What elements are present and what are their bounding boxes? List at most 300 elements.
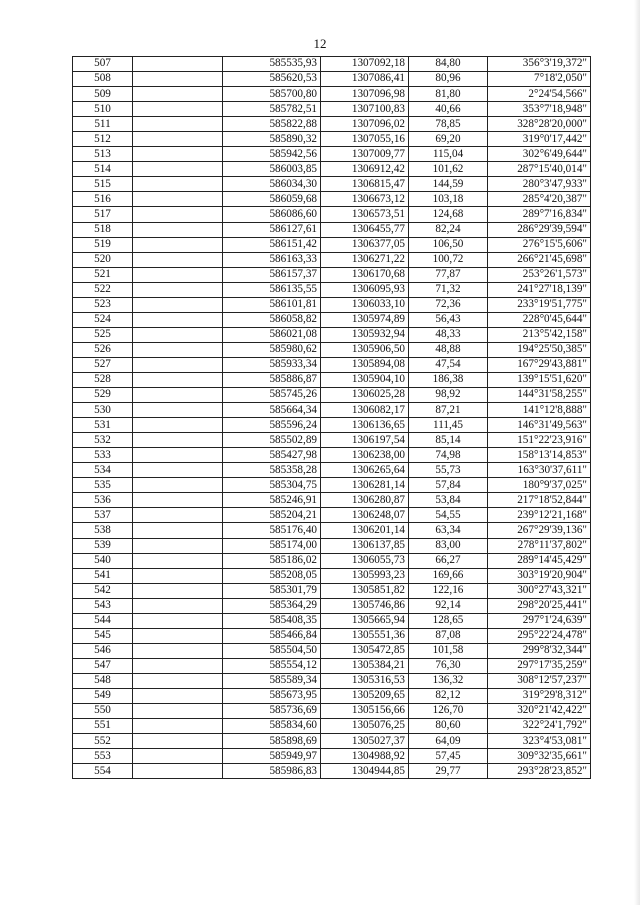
bearing-cell: 297°1'24,639" [488,613,591,628]
table-row [73,613,591,628]
x-coordinate-cell: 586058,82 [223,312,321,327]
y-coordinate-cell: 1305076,25 [321,719,409,734]
x-coordinate-cell: 585504,50 [223,643,321,658]
blank-cell [133,538,223,553]
y-coordinate-cell: 1305746,86 [321,598,409,613]
bearing-cell: 213°5'42,158" [488,327,591,342]
y-coordinate-cell: 1305993,23 [321,568,409,583]
x-coordinate-cell: 585176,40 [223,523,321,538]
y-coordinate-cell: 1305384,21 [321,658,409,673]
x-coordinate-cell: 585554,12 [223,658,321,673]
point-number-cell: 526 [73,342,133,357]
point-number-cell: 539 [73,538,133,553]
blank-cell [133,372,223,387]
blank-cell [133,658,223,673]
blank-cell [133,147,223,162]
bearing-cell: 302°6'49,644" [488,147,591,162]
table-row [73,327,591,342]
distance-cell: 78,85 [409,117,488,132]
table-row [73,102,591,117]
point-number-cell: 537 [73,508,133,523]
blank-cell [133,418,223,433]
bearing-cell: 167°29'43,881" [488,357,591,372]
distance-cell: 98,92 [409,388,488,403]
x-coordinate-cell: 585427,98 [223,448,321,463]
y-coordinate-cell: 1307086,41 [321,72,409,87]
coordinates-table-body [73,57,591,779]
bearing-cell: 276°15'5,606" [488,237,591,252]
table-row [73,764,591,779]
point-number-cell: 524 [73,312,133,327]
x-coordinate-cell: 585673,95 [223,688,321,703]
blank-cell [133,102,223,117]
distance-cell: 87,08 [409,628,488,643]
blank-cell [133,72,223,87]
y-coordinate-cell: 1306912,42 [321,162,409,177]
table-row [73,162,591,177]
bearing-cell: 163°30'37,611" [488,463,591,478]
blank-cell [133,282,223,297]
x-coordinate-cell: 585364,29 [223,598,321,613]
point-number-cell: 522 [73,282,133,297]
table-row [73,87,591,102]
table-row [73,493,591,508]
bearing-cell: 285°4'20,387" [488,192,591,207]
blank-cell [133,342,223,357]
bearing-cell: 194°25'50,385" [488,342,591,357]
y-coordinate-cell: 1306673,12 [321,192,409,207]
y-coordinate-cell: 1306137,85 [321,538,409,553]
x-coordinate-cell: 585408,35 [223,613,321,628]
bearing-cell: 280°3'47,933" [488,177,591,192]
blank-cell [133,433,223,448]
point-number-cell: 529 [73,388,133,403]
table-row [73,252,591,267]
table-row [73,267,591,282]
y-coordinate-cell: 1305932,94 [321,327,409,342]
table-row [73,312,591,327]
y-coordinate-cell: 1306201,14 [321,523,409,538]
point-number-cell: 540 [73,553,133,568]
point-number-cell: 541 [73,568,133,583]
y-coordinate-cell: 1305472,85 [321,643,409,658]
blank-cell [133,598,223,613]
bearing-cell: 328°28'20,000" [488,117,591,132]
distance-cell: 54,55 [409,508,488,523]
table-row [73,658,591,673]
bearing-cell: 144°31'58,255" [488,388,591,403]
x-coordinate-cell: 586059,68 [223,192,321,207]
x-coordinate-cell: 585204,21 [223,508,321,523]
bearing-cell: 267°29'39,136" [488,523,591,538]
x-coordinate-cell: 585890,32 [223,132,321,147]
point-number-cell: 514 [73,162,133,177]
x-coordinate-cell: 585822,88 [223,117,321,132]
table-row [73,448,591,463]
distance-cell: 136,32 [409,673,488,688]
table-row [73,117,591,132]
distance-cell: 122,16 [409,583,488,598]
coordinates-table [72,56,591,779]
y-coordinate-cell: 1305551,36 [321,628,409,643]
point-number-cell: 551 [73,719,133,734]
x-coordinate-cell: 585358,28 [223,463,321,478]
point-number-cell: 513 [73,147,133,162]
bearing-cell: 299°8'32,344" [488,643,591,658]
y-coordinate-cell: 1307096,98 [321,87,409,102]
table-row [73,222,591,237]
point-number-cell: 517 [73,207,133,222]
distance-cell: 84,80 [409,57,488,72]
blank-cell [133,448,223,463]
point-number-cell: 533 [73,448,133,463]
point-number-cell: 534 [73,463,133,478]
distance-cell: 115,04 [409,147,488,162]
table-row [73,237,591,252]
table-row [73,568,591,583]
bearing-cell: 297°17'35,259" [488,658,591,673]
x-coordinate-cell: 585620,53 [223,72,321,87]
y-coordinate-cell: 1305316,53 [321,673,409,688]
distance-cell: 57,45 [409,749,488,764]
bearing-cell: 7°18'2,050" [488,72,591,87]
blank-cell [133,704,223,719]
table-row [73,207,591,222]
point-number-cell: 546 [73,643,133,658]
table-row [73,147,591,162]
blank-cell [133,719,223,734]
distance-cell: 71,32 [409,282,488,297]
x-coordinate-cell: 585502,89 [223,433,321,448]
table-row [73,388,591,403]
distance-cell: 128,65 [409,613,488,628]
y-coordinate-cell: 1305665,94 [321,613,409,628]
table-row [73,719,591,734]
point-number-cell: 527 [73,357,133,372]
y-coordinate-cell: 1305209,65 [321,688,409,703]
point-number-cell: 538 [73,523,133,538]
bearing-cell: 295°22'24,478" [488,628,591,643]
blank-cell [133,87,223,102]
table-row [73,643,591,658]
distance-cell: 72,36 [409,297,488,312]
point-number-cell: 519 [73,237,133,252]
table-row [73,538,591,553]
point-number-cell: 521 [73,267,133,282]
bearing-cell: 266°21'45,698" [488,252,591,267]
point-number-cell: 549 [73,688,133,703]
y-coordinate-cell: 1304988,92 [321,749,409,764]
y-coordinate-cell: 1306281,14 [321,478,409,493]
table-row [73,704,591,719]
y-coordinate-cell: 1306170,68 [321,267,409,282]
x-coordinate-cell: 585933,34 [223,357,321,372]
point-number-cell: 516 [73,192,133,207]
y-coordinate-cell: 1306265,64 [321,463,409,478]
y-coordinate-cell: 1305851,82 [321,583,409,598]
blank-cell [133,643,223,658]
x-coordinate-cell: 585596,24 [223,418,321,433]
table-row [73,734,591,749]
y-coordinate-cell: 1307092,18 [321,57,409,72]
table-row [73,418,591,433]
point-number-cell: 536 [73,493,133,508]
x-coordinate-cell: 585986,83 [223,764,321,779]
x-coordinate-cell: 585980,62 [223,342,321,357]
x-coordinate-cell: 585834,60 [223,719,321,734]
distance-cell: 47,54 [409,357,488,372]
y-coordinate-cell: 1306815,47 [321,177,409,192]
bearing-cell: 253°26'1,573" [488,267,591,282]
x-coordinate-cell: 585304,75 [223,478,321,493]
blank-cell [133,192,223,207]
y-coordinate-cell: 1306055,73 [321,553,409,568]
bearing-cell: 322°24'1,792" [488,719,591,734]
point-number-cell: 542 [73,583,133,598]
x-coordinate-cell: 585898,69 [223,734,321,749]
bearing-cell: 289°14'45,429" [488,553,591,568]
point-number-cell: 531 [73,418,133,433]
x-coordinate-cell: 586135,55 [223,282,321,297]
distance-cell: 87,21 [409,403,488,418]
blank-cell [133,749,223,764]
y-coordinate-cell: 1306095,93 [321,282,409,297]
x-coordinate-cell: 585466,84 [223,628,321,643]
y-coordinate-cell: 1306377,05 [321,237,409,252]
distance-cell: 77,87 [409,267,488,282]
blank-cell [133,688,223,703]
bearing-cell: 353°7'18,948" [488,102,591,117]
point-number-cell: 553 [73,749,133,764]
distance-cell: 66,27 [409,553,488,568]
distance-cell: 76,30 [409,658,488,673]
y-coordinate-cell: 1306238,00 [321,448,409,463]
blank-cell [133,553,223,568]
bearing-cell: 289°7'16,834" [488,207,591,222]
bearing-cell: 319°29'8,312" [488,688,591,703]
y-coordinate-cell: 1305894,08 [321,357,409,372]
y-coordinate-cell: 1307096,02 [321,117,409,132]
y-coordinate-cell: 1306271,22 [321,252,409,267]
blank-cell [133,162,223,177]
table-row [73,72,591,87]
y-coordinate-cell: 1307055,16 [321,132,409,147]
bearing-cell: 180°9'37,025" [488,478,591,493]
bearing-cell: 233°19'51,775" [488,297,591,312]
blank-cell [133,478,223,493]
blank-cell [133,613,223,628]
y-coordinate-cell: 1304944,85 [321,764,409,779]
bearing-cell: 278°11'37,802" [488,538,591,553]
blank-cell [133,508,223,523]
distance-cell: 82,24 [409,222,488,237]
y-coordinate-cell: 1306197,54 [321,433,409,448]
x-coordinate-cell: 585589,34 [223,673,321,688]
distance-cell: 101,62 [409,162,488,177]
distance-cell: 92,14 [409,598,488,613]
distance-cell: 29,77 [409,764,488,779]
distance-cell: 63,34 [409,523,488,538]
point-number-cell: 508 [73,72,133,87]
y-coordinate-cell: 1305156,66 [321,704,409,719]
point-number-cell: 518 [73,222,133,237]
bearing-cell: 158°13'14,853" [488,448,591,463]
bearing-cell: 300°27'43,321" [488,583,591,598]
table-row [73,688,591,703]
x-coordinate-cell: 585535,93 [223,57,321,72]
blank-cell [133,523,223,538]
table-row [73,177,591,192]
distance-cell: 106,50 [409,237,488,252]
blank-cell [133,297,223,312]
bearing-cell: 141°12'8,888" [488,403,591,418]
distance-cell: 80,96 [409,72,488,87]
point-number-cell: 509 [73,87,133,102]
blank-cell [133,568,223,583]
y-coordinate-cell: 1305974,89 [321,312,409,327]
distance-cell: 101,58 [409,643,488,658]
distance-cell: 111,45 [409,418,488,433]
distance-cell: 40,66 [409,102,488,117]
x-coordinate-cell: 586021,08 [223,327,321,342]
scan-edge-shadow [634,0,640,905]
page-number: 12 [313,36,327,51]
x-coordinate-cell: 585301,79 [223,583,321,598]
y-coordinate-cell: 1306033,10 [321,297,409,312]
point-number-cell: 528 [73,372,133,387]
distance-cell: 124,68 [409,207,488,222]
point-number-cell: 544 [73,613,133,628]
blank-cell [133,764,223,779]
bearing-cell: 309°32'35,661" [488,749,591,764]
table-row [73,749,591,764]
bearing-cell: 303°19'20,904" [488,568,591,583]
x-coordinate-cell: 586101,81 [223,297,321,312]
x-coordinate-cell: 586163,33 [223,252,321,267]
blank-cell [133,57,223,72]
y-coordinate-cell: 1306025,28 [321,388,409,403]
table-row [73,342,591,357]
table-row [73,403,591,418]
table-row [73,357,591,372]
blank-cell [133,132,223,147]
x-coordinate-cell: 585949,97 [223,749,321,764]
point-number-cell: 554 [73,764,133,779]
distance-cell: 186,38 [409,372,488,387]
blank-cell [133,583,223,598]
bearing-cell: 2°24'54,566" [488,87,591,102]
x-coordinate-cell: 586157,37 [223,267,321,282]
bearing-cell: 286°29'39,594" [488,222,591,237]
x-coordinate-cell: 586127,61 [223,222,321,237]
point-number-cell: 512 [73,132,133,147]
point-number-cell: 545 [73,628,133,643]
point-number-cell: 535 [73,478,133,493]
blank-cell [133,403,223,418]
x-coordinate-cell: 586086,60 [223,207,321,222]
blank-cell [133,463,223,478]
point-number-cell: 547 [73,658,133,673]
blank-cell [133,357,223,372]
x-coordinate-cell: 585174,00 [223,538,321,553]
blank-cell [133,117,223,132]
x-coordinate-cell: 586034,30 [223,177,321,192]
distance-cell: 83,00 [409,538,488,553]
bearing-cell: 308°12'57,237" [488,673,591,688]
blank-cell [133,267,223,282]
bearing-cell: 293°28'23,852" [488,764,591,779]
table-row [73,478,591,493]
bearing-cell: 298°20'25,441" [488,598,591,613]
point-number-cell: 532 [73,433,133,448]
distance-cell: 69,20 [409,132,488,147]
point-number-cell: 550 [73,704,133,719]
x-coordinate-cell: 585942,56 [223,147,321,162]
bearing-cell: 356°3'19,372" [488,57,591,72]
bearing-cell: 287°15'40,014" [488,162,591,177]
y-coordinate-cell: 1306082,17 [321,403,409,418]
distance-cell: 55,73 [409,463,488,478]
distance-cell: 169,66 [409,568,488,583]
y-coordinate-cell: 1306280,87 [321,493,409,508]
blank-cell [133,222,223,237]
table-row [73,463,591,478]
bearing-cell: 320°21'42,422" [488,704,591,719]
distance-cell: 144,59 [409,177,488,192]
blank-cell [133,628,223,643]
bearing-cell: 217°18'52,844" [488,493,591,508]
x-coordinate-cell: 585246,91 [223,493,321,508]
bearing-cell: 139°15'51,620" [488,372,591,387]
table-row [73,297,591,312]
distance-cell: 57,84 [409,478,488,493]
y-coordinate-cell: 1306455,77 [321,222,409,237]
blank-cell [133,673,223,688]
distance-cell: 103,18 [409,192,488,207]
x-coordinate-cell: 585745,26 [223,388,321,403]
distance-cell: 48,33 [409,327,488,342]
point-number-cell: 530 [73,403,133,418]
x-coordinate-cell: 585886,87 [223,372,321,387]
blank-cell [133,312,223,327]
table-row [73,282,591,297]
x-coordinate-cell: 585186,02 [223,553,321,568]
distance-cell: 64,09 [409,734,488,749]
point-number-cell: 525 [73,327,133,342]
x-coordinate-cell: 585736,69 [223,704,321,719]
blank-cell [133,734,223,749]
bearing-cell: 323°4'53,081" [488,734,591,749]
x-coordinate-cell: 585208,05 [223,568,321,583]
y-coordinate-cell: 1307009,77 [321,147,409,162]
point-number-cell: 510 [73,102,133,117]
bearing-cell: 319°0'17,442" [488,132,591,147]
blank-cell [133,327,223,342]
table-row [73,583,591,598]
bearing-cell: 151°22'23,916" [488,433,591,448]
distance-cell: 85,14 [409,433,488,448]
point-number-cell: 548 [73,673,133,688]
table-row [73,673,591,688]
point-number-cell: 552 [73,734,133,749]
distance-cell: 56,43 [409,312,488,327]
distance-cell: 48,88 [409,342,488,357]
y-coordinate-cell: 1307100,83 [321,102,409,117]
table-row [73,553,591,568]
distance-cell: 53,84 [409,493,488,508]
point-number-cell: 511 [73,117,133,132]
table-row [73,372,591,387]
